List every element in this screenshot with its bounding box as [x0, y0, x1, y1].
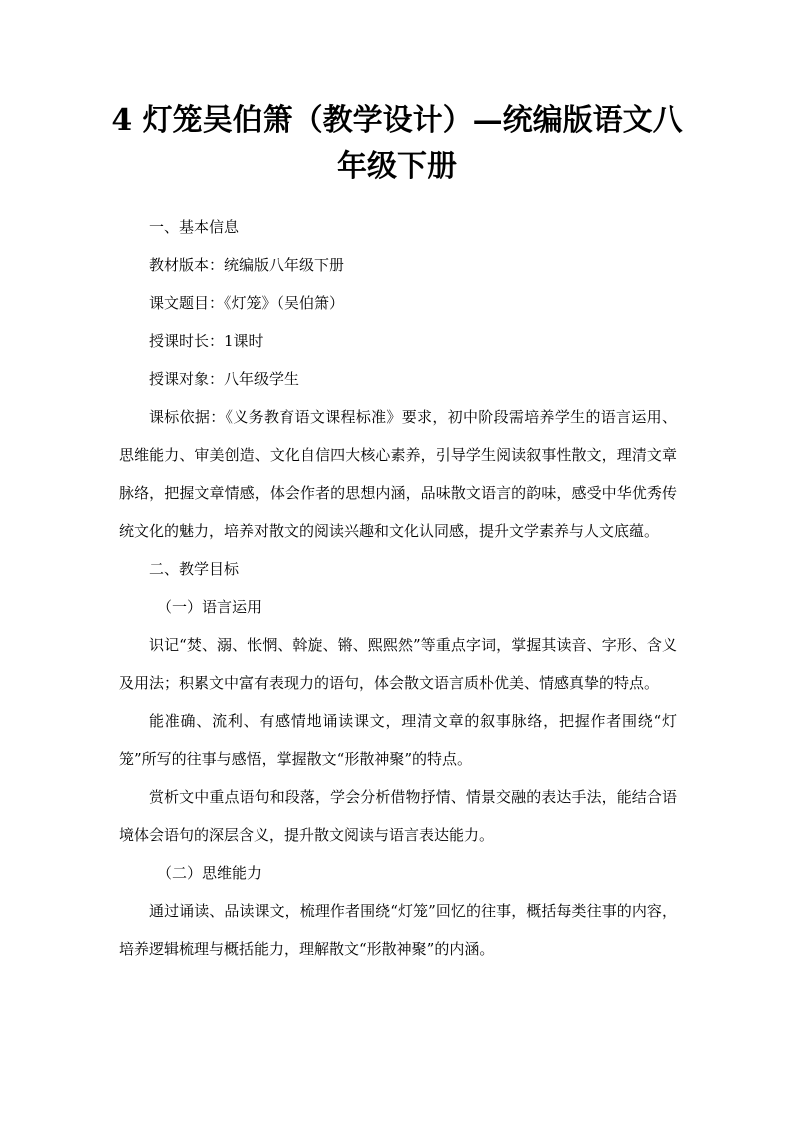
- document-body: [119, 208, 677, 968]
- subheading-thinking-ability: （二）思维能力: [157, 864, 263, 882]
- section-heading-basic-info: 一、基本信息: [149, 218, 240, 236]
- document-title: 4 灯笼吴伯箫（教学设计）—统编版语文八年级下册: [111, 103, 683, 184]
- textbook-version: 教材版本：统编版八年级下册: [149, 256, 345, 274]
- lesson-title: 课文题目：《灯笼》（吴伯箫）: [149, 294, 345, 312]
- section-heading-teaching-goals: 二、教学目标: [149, 560, 240, 578]
- target-students: 授课对象：八年级学生: [149, 370, 300, 388]
- subheading-language-use: （一）语言运用: [157, 598, 263, 616]
- goal-paragraph: 通过诵读、品读课文，梳理作者围绕“灯笼”回忆的往事，概括每类往事的内容，培养逻辑梳理与概括能力，理解散文“形散神聚”的内涵。: [119, 902, 677, 958]
- class-duration: 授课时长：1课时: [149, 332, 264, 350]
- goal-paragraph: 能准确、流利、有感情地诵读课文，理清文章的叙事脉络，把握作者围绕“灯笼”所写的往事与感悟，掌握散文“形散神聚”的特点。: [119, 712, 677, 768]
- goal-paragraph: 识记“焚、溺、怅惘、斡旋、锵、熙熙然”等重点字词，掌握其读音、字形、含义及用法；积累文中富有表现力的语句，体会散文语言质朴优美、情感真挚的特点。: [119, 636, 677, 692]
- goal-paragraph: 赏析文中重点语句和段落，学会分析借物抒情、情景交融的表达手法，能结合语境体会语句的深层含义，提升散文阅读与语言表达能力。: [119, 788, 677, 844]
- curriculum-basis-paragraph: 课标依据：《义务教育语文课程标准》要求，初中阶段需培养学生的语言运用、思维能力、审美创造、文化自信四大核心素养，引导学生阅读叙事性散文，理清文章脉络，把握文章情感，体会作者的思想内涵，品味散文语言的韵味，感受中华优秀传统文化的魅力，培养对散文的阅读兴趣和文化认同感，提升文学素养与人文底蕴。: [119, 408, 677, 540]
